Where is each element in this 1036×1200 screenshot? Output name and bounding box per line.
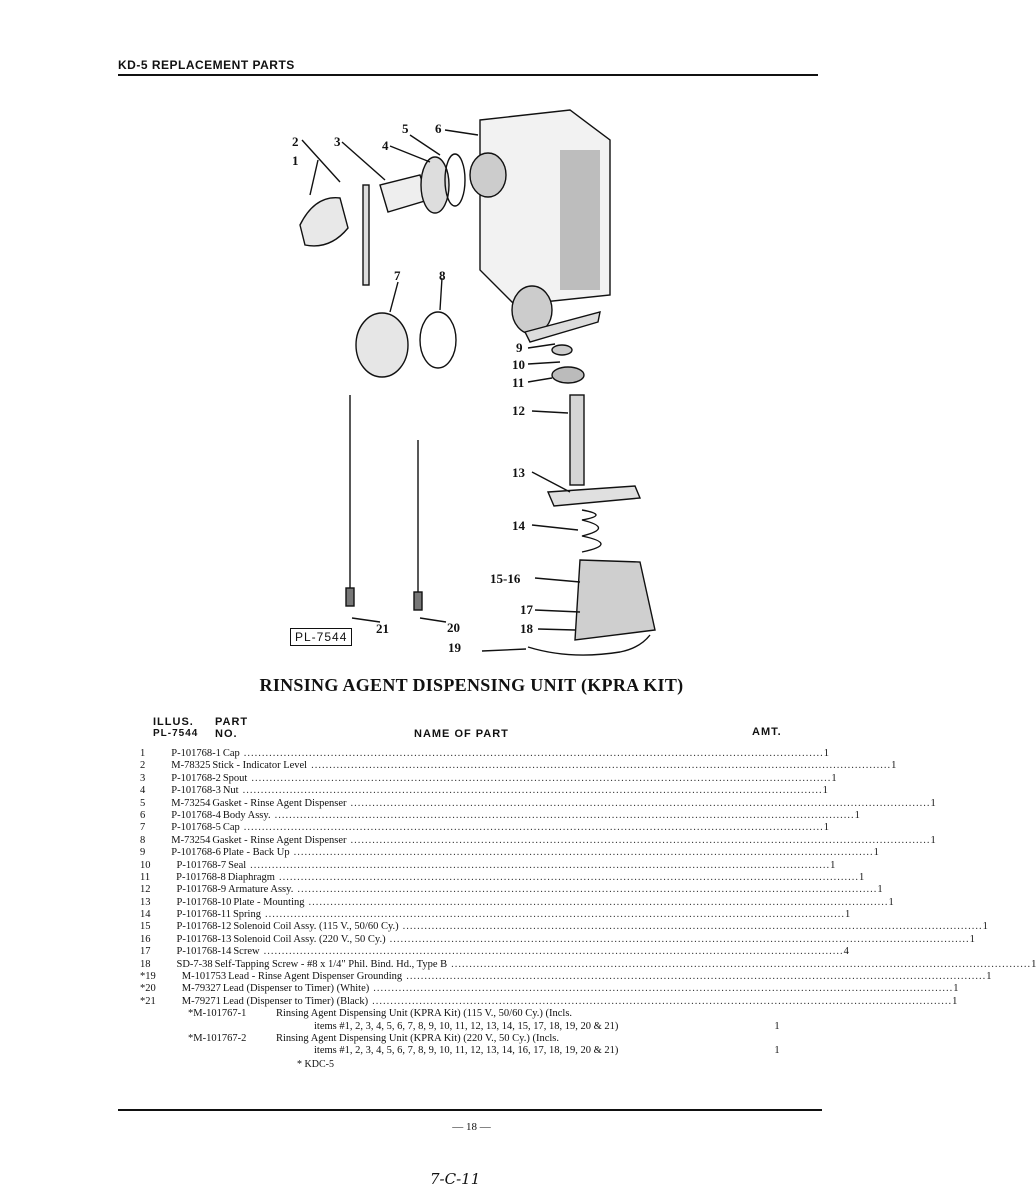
part-name-cell xyxy=(210,835,930,847)
callout-9: 9 xyxy=(516,340,523,355)
table-row xyxy=(140,971,992,983)
solenoid-coil-illustration xyxy=(575,560,655,640)
kit-row xyxy=(140,1033,800,1045)
amount: 1 xyxy=(877,884,883,896)
illus-number: 17 xyxy=(140,946,151,958)
dot-leader: ................................................................................................................................................................ xyxy=(274,809,855,821)
illus-number-empty xyxy=(140,1033,188,1045)
spring-illustration xyxy=(582,510,601,552)
amount: 1 xyxy=(986,971,992,983)
plate-number-tag: PL-7544 xyxy=(290,628,352,646)
cap-illustration xyxy=(300,198,348,246)
dot-leader: ................................................................................................................................................................ xyxy=(406,971,987,983)
part-number-empty xyxy=(188,1021,300,1033)
callout-18: 18 xyxy=(520,621,533,636)
part-name: Lead - Rinse Agent Dispenser Grounding xyxy=(228,971,403,983)
illus-number: 13 xyxy=(140,896,151,908)
part-number: P-101768-14 xyxy=(176,946,232,958)
dot-leader: ................................................................................................................................................................ xyxy=(243,748,824,759)
lower-cap-illustration xyxy=(356,313,408,377)
footnote: * KDC-5 xyxy=(297,1059,334,1070)
part-number: P-101768-13 xyxy=(176,933,232,945)
kit-name: Rinsing Agent Dispensing Unit (KPRA Kit) (220 V., 50 Cy.) (Incls. xyxy=(276,1032,560,1044)
kit-name-cell xyxy=(274,1033,754,1045)
table-row xyxy=(140,847,879,859)
table-row xyxy=(140,748,830,760)
dot-leader: ................................................................................................................................................................ xyxy=(350,797,931,809)
header-rule xyxy=(118,74,818,76)
part-name: Gasket - Rinse Agent Dispenser xyxy=(212,834,347,846)
callout-14: 14 xyxy=(512,518,525,533)
part-number: P-101768-10 xyxy=(176,896,232,908)
part-number: P-101768-11 xyxy=(176,909,231,921)
illus-number: *21 xyxy=(140,995,156,1007)
part-name-cell xyxy=(221,810,855,822)
callout-5: 5 xyxy=(402,121,409,136)
table-row xyxy=(140,834,936,847)
callout-8: 8 xyxy=(439,268,446,283)
dot-leader: ................................................................................................................................................................ xyxy=(402,921,983,933)
kit-part-number: *M-101767-1 xyxy=(188,1008,247,1020)
part-name: Screw xyxy=(233,946,260,958)
amount: 1 xyxy=(930,834,936,846)
illus-number: 3 xyxy=(140,772,146,784)
part-number: SD-7-38 xyxy=(176,958,213,970)
amount: 1 xyxy=(930,797,936,809)
dot-leader: ................................................................................................................................................................ xyxy=(250,859,831,871)
dot-leader: ................................................................................................................................................................ xyxy=(278,871,859,883)
armature-illustration xyxy=(570,395,584,485)
illus-number: 15 xyxy=(140,921,151,933)
table-row xyxy=(140,946,849,958)
part-name: Gasket - Rinse Agent Dispenser xyxy=(212,797,347,809)
part-name: Stick - Indicator Level xyxy=(212,760,308,772)
section-title: RINSING AGENT DISPENSING UNIT (KPRA KIT) xyxy=(259,675,684,695)
part-name: Spring xyxy=(232,909,261,921)
part-number: P-101768-1 xyxy=(171,748,221,759)
part-name-cell xyxy=(226,872,859,884)
dot-leader: ................................................................................................................................................................ xyxy=(311,760,892,772)
part-name-cell xyxy=(210,760,891,772)
dot-leader: ................................................................................................................................................................ xyxy=(251,772,832,784)
part-name: Plate - Back Up xyxy=(222,847,290,859)
part-name: Solenoid Coil Assy. (115 V., 50/60 Cy.) xyxy=(233,921,399,933)
table-row xyxy=(140,896,894,909)
kit-items: items #1, 2, 3, 4, 5, 6, 7, 8, 9, 10, 11, 12, 13, 14, 16, 17, 18, 19, 20 & 21) xyxy=(314,1045,619,1057)
amount: 1 xyxy=(1031,958,1036,970)
amount: 1 xyxy=(982,921,988,933)
callout-4: 4 xyxy=(382,138,389,153)
callout-1: 1 xyxy=(292,153,299,168)
kit-name: Rinsing Agent Dispensing Unit (KPRA Kit) (115 V., 50/60 Cy.) (Incls. xyxy=(276,1008,573,1020)
part-name-cell xyxy=(221,773,832,785)
amount: 1 xyxy=(953,983,959,995)
kit-items-cell xyxy=(300,1021,754,1033)
amount: 1 xyxy=(822,785,828,797)
part-number: M-73254 xyxy=(171,797,211,809)
callout-13: 13 xyxy=(512,465,525,480)
illus-number-empty xyxy=(140,1045,188,1057)
part-number: P-101768-7 xyxy=(176,859,227,871)
part-number: P-101768-6 xyxy=(171,847,221,859)
dot-leader: ................................................................................................................................................................ xyxy=(308,896,889,908)
part-number: M-78325 xyxy=(171,760,211,772)
amount: 1 xyxy=(888,896,894,908)
footer-rule xyxy=(118,1109,822,1111)
part-name: Self-Tapping Screw - #8 x 1/4" Phil. Bind. Hd., Type B xyxy=(214,958,448,970)
part-name: Armature Assy. xyxy=(228,884,294,896)
illus-number: 8 xyxy=(140,834,146,846)
part-number: P-101768-8 xyxy=(176,871,226,883)
part-name-cell xyxy=(226,884,877,896)
indicator-stick-illustration xyxy=(363,185,369,285)
table-row xyxy=(140,921,988,933)
part-name-cell xyxy=(226,971,986,983)
amount: 1 xyxy=(774,1045,780,1057)
part-number: P-101768-3 xyxy=(171,785,221,797)
handwritten-note: 7-C-11 xyxy=(430,1170,481,1188)
dot-leader: ................................................................................................................................................................ xyxy=(373,983,954,995)
part-number: P-101768-2 xyxy=(171,772,221,784)
col-amt: AMT. xyxy=(752,726,782,738)
part-number: P-101768-5 xyxy=(171,822,221,834)
dot-leader: ................................................................................................................................................................ xyxy=(350,834,931,846)
table-row xyxy=(140,909,851,921)
amount: 1 xyxy=(891,760,897,772)
amount: 1 xyxy=(831,772,837,784)
illus-number: *20 xyxy=(140,983,156,995)
amount: 1 xyxy=(823,748,830,759)
callout-12: 12 xyxy=(512,403,525,418)
exploded-parts-diagram xyxy=(270,100,670,660)
table-row xyxy=(140,871,865,884)
callout-11: 11 xyxy=(512,375,525,390)
dot-leader: ................................................................................................................................................................ xyxy=(243,822,824,834)
illus-number: 10 xyxy=(140,859,151,871)
dot-leader: ................................................................................................................................................................ xyxy=(264,909,845,921)
table-row xyxy=(140,772,837,785)
part-number: M-101753 xyxy=(181,971,227,983)
part-name-cell xyxy=(221,822,824,834)
part-name-cell xyxy=(221,847,874,859)
part-number: P-101768-9 xyxy=(176,884,227,896)
part-name-cell xyxy=(231,921,982,933)
part-name: Lead (Dispenser to Timer) (White) xyxy=(222,983,370,995)
page-header: KD-5 REPLACEMENT PARTS xyxy=(118,58,295,72)
part-name-cell xyxy=(221,996,952,1008)
illus-number: 1 xyxy=(140,748,146,759)
amount: 1 xyxy=(854,809,860,821)
table-row xyxy=(140,933,975,946)
callout-2: 2 xyxy=(292,134,299,149)
part-name: Lead (Dispenser to Timer) (Black) xyxy=(222,995,369,1007)
table-row xyxy=(140,809,860,822)
table-row xyxy=(140,785,828,797)
callout-20: 20 xyxy=(447,620,460,635)
table-row xyxy=(140,958,1036,971)
kit-items: items #1, 2, 3, 4, 5, 6, 7, 8, 9, 10, 11, 12, 13, 14, 15, 17, 18, 19, 20 & 21) xyxy=(314,1020,619,1032)
amount: 1 xyxy=(823,822,830,834)
part-name-cell xyxy=(231,897,888,909)
part-name: Plate - Mounting xyxy=(233,896,305,908)
col-part-label: PART xyxy=(215,716,249,728)
col-illus-label: ILLUS. xyxy=(153,716,194,728)
part-name: Seal xyxy=(228,859,247,871)
illus-number-empty xyxy=(140,1008,188,1020)
dot-leader: ................................................................................................................................................................ xyxy=(242,785,823,797)
col-illus-plate: PL-7544 xyxy=(153,728,199,739)
callout-6: 6 xyxy=(435,121,442,136)
part-name-cell xyxy=(231,909,845,921)
part-name-cell xyxy=(231,934,969,946)
part-name: Body Assy. xyxy=(222,809,271,821)
amount-empty xyxy=(754,1033,800,1045)
part-number-empty xyxy=(188,1045,300,1057)
part-name: Diaphragm xyxy=(227,871,275,883)
callout-17: 17 xyxy=(520,602,533,617)
dot-leader: ................................................................................................................................................................ xyxy=(372,995,953,1007)
amount: 1 xyxy=(969,933,975,945)
illus-number: 9 xyxy=(140,847,146,859)
callout-10: 10 xyxy=(512,357,525,372)
col-part-no: NO. xyxy=(215,728,238,740)
kit-row xyxy=(140,1008,800,1020)
illus-number: 4 xyxy=(140,785,146,797)
amount-empty xyxy=(754,1008,800,1020)
part-name-cell xyxy=(221,748,824,760)
illus-number: 16 xyxy=(140,933,151,945)
dot-leader: ................................................................................................................................................................ xyxy=(389,933,970,945)
part-name-cell xyxy=(221,785,823,797)
part-name: Spout xyxy=(222,772,248,784)
parts-list xyxy=(140,748,1036,1058)
callout-21: 21 xyxy=(376,621,389,636)
illus-number: 14 xyxy=(140,909,151,921)
col-name: NAME OF PART xyxy=(414,728,509,740)
amount: 1 xyxy=(830,859,836,871)
kit-row-continued xyxy=(140,1021,800,1033)
part-number: P-101768-4 xyxy=(171,809,221,821)
page-number: — 18 — xyxy=(452,1121,491,1133)
part-number: M-79327 xyxy=(181,983,221,995)
part-name: Solenoid Coil Assy. (220 V., 50 Cy.) xyxy=(233,933,386,945)
part-name-cell xyxy=(226,860,830,872)
table-row xyxy=(140,983,959,995)
part-name: Cap xyxy=(222,748,240,759)
part-name-cell xyxy=(210,798,930,810)
kit-row-continued xyxy=(140,1045,800,1057)
amount: 1 xyxy=(858,871,865,883)
kit-items-cell xyxy=(300,1045,754,1057)
part-name-cell xyxy=(221,983,953,995)
mounting-plate-illustration xyxy=(548,486,640,506)
dot-leader: ................................................................................................................................................................ xyxy=(451,958,1032,970)
lower-gasket-illustration xyxy=(420,312,456,368)
part-name: Cap xyxy=(222,822,240,834)
part-number: M-79271 xyxy=(181,995,221,1007)
table-row xyxy=(140,884,883,896)
kit-part-number: *M-101767-2 xyxy=(188,1032,247,1044)
amount: 1 xyxy=(844,909,851,921)
illus-number: 11 xyxy=(140,871,151,883)
kit-name-cell xyxy=(274,1008,754,1020)
dot-leader: ................................................................................................................................................................ xyxy=(293,847,874,859)
illus-number: *19 xyxy=(140,971,156,983)
illus-number: 12 xyxy=(140,884,151,896)
callout-3: 3 xyxy=(334,134,341,149)
illus-number: 5 xyxy=(140,797,146,809)
part-name: Nut xyxy=(222,785,239,797)
table-row xyxy=(140,859,836,872)
table-row xyxy=(140,760,897,772)
table-row xyxy=(140,822,830,834)
callout-7: 7 xyxy=(394,268,401,283)
illus-number: 18 xyxy=(140,958,151,970)
illus-number-empty xyxy=(140,1021,188,1033)
part-number: M-73254 xyxy=(171,834,211,846)
amount: 1 xyxy=(873,847,879,859)
part-number: P-101768-12 xyxy=(176,921,232,933)
illus-number: 6 xyxy=(140,809,146,821)
part-name-cell xyxy=(213,959,1031,971)
part-name-cell xyxy=(231,946,843,958)
dot-leader: ................................................................................................................................................................ xyxy=(263,946,844,958)
callout-19: 19 xyxy=(448,640,461,655)
table-row xyxy=(140,995,958,1008)
amount: 4 xyxy=(843,946,849,958)
illus-number: 7 xyxy=(140,822,146,834)
callout-15-16: 15-16 xyxy=(490,571,521,586)
amount: 1 xyxy=(952,995,958,1007)
dot-leader: ................................................................................................................................................................ xyxy=(297,884,878,896)
table-row xyxy=(140,797,936,810)
amount: 1 xyxy=(774,1020,780,1032)
illus-number: 2 xyxy=(140,760,146,772)
